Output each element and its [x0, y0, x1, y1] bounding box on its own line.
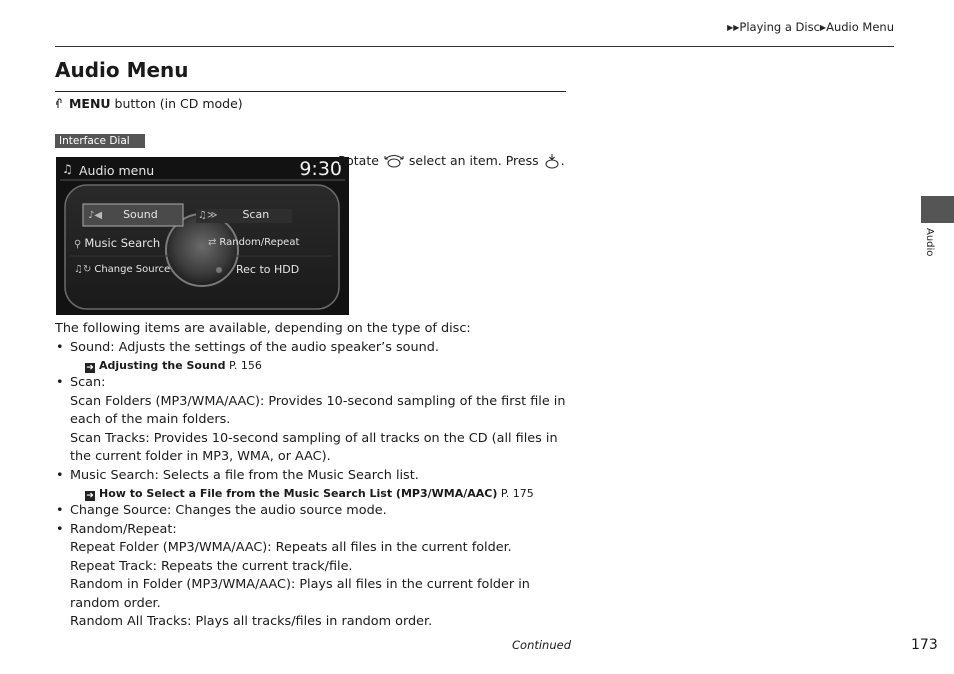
press-icon	[55, 97, 65, 109]
breadcrumb-arrow: ▶	[819, 23, 827, 32]
screen-item-music-search[interactable]: ⚲ Music Search	[74, 236, 161, 250]
menu-button-line: MENU button (in CD mode)	[55, 96, 243, 111]
menu-key: MENU	[68, 96, 111, 111]
xref-arrow-icon: ➜	[86, 491, 94, 501]
xref-arrow-icon: ➜	[86, 363, 94, 373]
breadcrumb-arrows: ▶▶	[727, 23, 740, 32]
screen-item-rec-to-hdd[interactable]: Rec to HDD	[236, 263, 300, 276]
speaker-icon: ♪◀	[88, 210, 103, 221]
body-text	[55, 320, 570, 632]
press-dial-icon	[543, 153, 561, 169]
rotate-dial-icon	[383, 153, 405, 169]
page-title: Audio Menu	[55, 58, 189, 82]
change-source-icon: ♫↻	[74, 264, 92, 275]
title-divider	[55, 91, 566, 92]
intro-text: The following items are available, depending on the type of disc:	[55, 321, 471, 336]
section-tab[interactable]	[921, 196, 954, 223]
screen-item-sound[interactable]: ♪◀ Sound	[88, 208, 158, 221]
list-item-music-search: • Music Search: Selects a file from the Music Search list. ➜ How to Select a File from the Music Search List (MP3/WMA/AAC) P. 175	[55, 467, 570, 503]
list-item-random-repeat: • Random/Repeat: Repeat Folder (MP3/WMA/AAC): Repeats all files in the current folder. Repeat Track: Repeats the current track/file. Random in Folder (MP3/WMA/AAC): Plays all files in the current folder in random order. Random All Tracks: Plays all tracks/files in random order.	[55, 521, 570, 632]
screen-item-random-repeat[interactable]: ⇄ Random/Repeat	[208, 237, 300, 248]
list-item-change-source: • Change Source: Changes the audio source mode.	[55, 502, 570, 521]
xref-link[interactable]: ➜ Adjusting the Sound P. 156	[86, 359, 262, 373]
screen-title: Audio menu	[79, 163, 155, 178]
screen-item-scan[interactable]: ♫≫ Scan	[198, 208, 270, 221]
continued-note: Continued	[512, 638, 572, 652]
list-item-scan: • Scan: Scan Folders (MP3/WMA/AAC): Provides 10-second sampling of the first file in each of the main folders. Scan Tracks: Provides 10-second sampling of all tracks on the CD (all files in the current folder in MP3, WMA, or AAC).	[55, 374, 570, 467]
screen-item-change-source[interactable]: ♫↻ Change Source	[74, 264, 171, 275]
section-label: Audio	[924, 228, 935, 257]
page-number: 173	[911, 637, 938, 653]
screen-clock: 9:30	[299, 158, 342, 180]
search-icon: ⚲	[74, 239, 82, 250]
breadcrumb	[727, 20, 894, 34]
header-divider	[55, 46, 894, 47]
repeat-icon: ⇄	[208, 237, 217, 248]
item-list	[55, 339, 570, 632]
breadcrumb-item[interactable]: Playing a Disc	[739, 20, 820, 34]
interface-dial-tag: Interface Dial	[55, 134, 145, 148]
scan-icon: ♫≫	[198, 210, 218, 221]
music-note-icon: ♫	[62, 162, 73, 176]
audio-menu-screen	[56, 157, 349, 315]
xref-link[interactable]: ➜ How to Select a File from the Music Search List (MP3/WMA/AAC) P. 175	[86, 487, 534, 501]
rotate-instruction: Rotate select an item. Press .	[338, 153, 565, 168]
list-item-sound: • Sound: Adjusts the settings of the audio speaker’s sound. ➜ Adjusting the Sound P. 156	[55, 339, 570, 375]
breadcrumb-item[interactable]: Audio Menu	[826, 20, 894, 34]
